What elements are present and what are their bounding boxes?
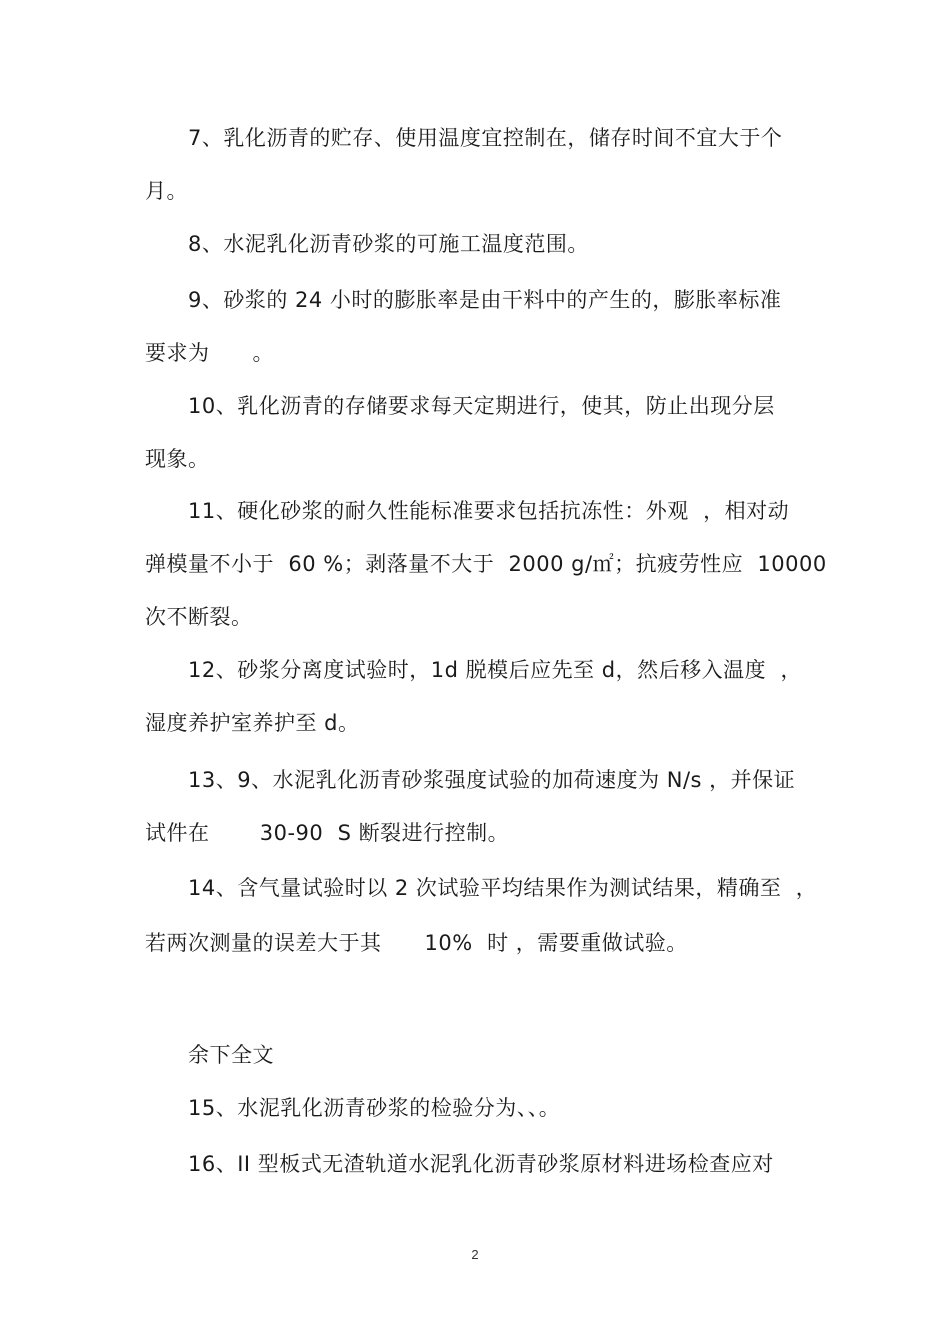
remaining-text-label: 余下全文 xyxy=(188,1043,274,1067)
page-number: 2 xyxy=(471,1247,479,1262)
paragraph-15: 15、水泥乳化沥青砂浆的检验分为、、。 xyxy=(188,1096,561,1120)
paragraph-11-line-3: 次不断裂。 xyxy=(145,605,253,629)
paragraph-13-line-2: 试件在 30-90 S 断裂进行控制。 xyxy=(145,821,510,845)
paragraph-14-line-2: 若两次测量的误差大于其 10% 时 ，需要重做试验。 xyxy=(145,931,688,955)
paragraph-10-line-2: 现象。 xyxy=(145,447,210,471)
paragraph-16-line-1: 16、II 型板式无渣轨道水泥乳化沥青砂浆原材料进场检查应对 xyxy=(188,1152,774,1176)
paragraph-14-line-1: 14、含气量试验时以 2 次试验平均结果作为测试结果，精确至 ， xyxy=(188,876,818,900)
paragraph-7-line-2: 月。 xyxy=(145,179,188,203)
paragraph-8: 8、水泥乳化沥青砂浆的可施工温度范围。 xyxy=(188,232,589,256)
paragraph-13-line-1: 13、9、水泥乳化沥青砂浆强度试验的加荷速度为 N/s ，并保证 xyxy=(188,768,796,792)
paragraph-7-line-1: 7、乳化沥青的贮存、使用温度宜控制在，储存时间不宜大于个 xyxy=(188,126,783,150)
paragraph-11-line-2: 弹模量不小于 60 %；剥落量不大于 2000 g/㎡；抗疲劳性应 10000 xyxy=(145,552,827,576)
paragraph-11-line-1: 11、硬化砂浆的耐久性能标准要求包括抗冻性：外观 ，相对动 xyxy=(188,499,790,523)
paragraph-9-line-1: 9、砂浆的 24 小时的膨胀率是由干料中的产生的，膨胀率标准 xyxy=(188,288,782,312)
paragraph-9-line-2: 要求为 。 xyxy=(145,341,275,365)
paragraph-12-line-1: 12、砂浆分离度试验时，1d 脱模后应先至 d，然后移入温度 ， xyxy=(188,658,802,682)
paragraph-10-line-1: 10、乳化沥青的存储要求每天定期进行，使其，防止出现分层 xyxy=(188,394,775,418)
paragraph-12-line-2: 湿度养护室养护至 d。 xyxy=(145,711,360,735)
